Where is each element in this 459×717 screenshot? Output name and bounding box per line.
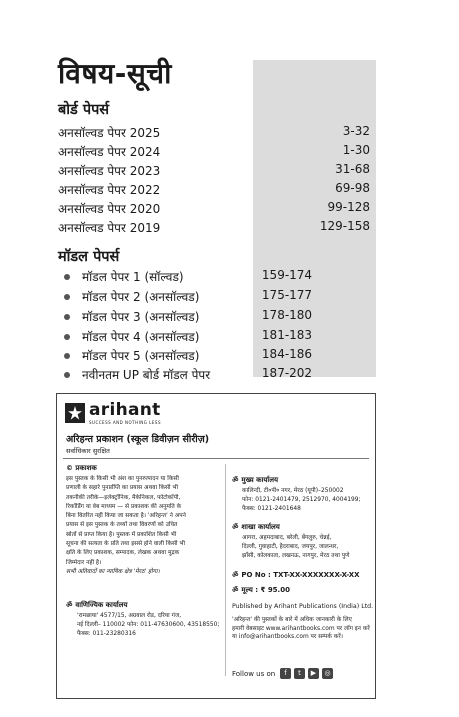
toc-entry-pages: 1-30 (342, 143, 370, 157)
toc-entry[interactable] (58, 328, 370, 346)
commercial-office-title: वाणिज्यिक कार्यालय (75, 601, 128, 609)
toc-entry[interactable] (58, 347, 370, 365)
toc-entry[interactable] (58, 200, 370, 218)
divider (63, 458, 369, 459)
address-line: फैक्स: 011-23280316 (77, 631, 136, 637)
bullet-icon (64, 372, 70, 378)
branch-offices-heading (232, 523, 280, 532)
toc-entry[interactable] (58, 308, 370, 326)
toc-entry-pages: 129-158 (319, 219, 370, 233)
address-line: दिल्ली, गुवाहाटी, हैदराबाद, जयपुर, जालन्धर, (242, 544, 339, 550)
toc-entry-label: मॉडल पेपर 1 (सॉल्वड) (82, 270, 184, 284)
toc-entry-pages: 181-183 (261, 328, 313, 342)
toc-entry-pages: 187-202 (261, 366, 313, 380)
info-line: या info@arihantbooks.com पर सम्पर्क करें। (232, 634, 343, 640)
follow-label: Follow us on (232, 670, 276, 678)
imprint-box (56, 393, 376, 699)
bullet-icon (64, 353, 70, 359)
youtube-icon[interactable]: ▶ (308, 668, 319, 679)
publisher-name: अरिहन्त प्रकाशन (स्कूल डिवीज़न सीरीज़) (66, 434, 210, 445)
toc-entry[interactable] (58, 143, 370, 161)
commercial-office-heading (66, 601, 128, 610)
notice-line: इस पुस्तक के किसी भी अंश का पुनरुत्पादन या किसी (66, 476, 179, 482)
head-office-heading (232, 476, 278, 485)
toc-entry[interactable] (58, 366, 370, 384)
toc-entry-label: मॉडल पेपर 2 (अनसॉल्वड) (82, 290, 200, 304)
bullet-icon (64, 294, 70, 300)
toc-entry-pages: 184-186 (261, 347, 313, 361)
toc-entry[interactable] (58, 268, 370, 286)
notice-line: प्रयास से इस पुस्तक के तथ्यों तथा विवरणों को उचित (66, 522, 178, 529)
toc-entry-pages: 69-98 (335, 181, 370, 195)
info-text (232, 616, 370, 642)
om-symbol-icon: ॐ (232, 476, 239, 484)
toc-entry[interactable] (58, 162, 370, 180)
section-heading-model-papers: मॉडल पेपर्स (58, 249, 120, 265)
address-line: फोन: 0121-2401479, 2512970, 4004199; (242, 497, 361, 503)
om-symbol-icon: ॐ (232, 571, 239, 579)
instagram-icon[interactable]: ◎ (322, 668, 333, 679)
notice-line: क्षति के लिए प्रकाशक, सम्पादक, लेखक अथवा मुद्रक (66, 550, 180, 557)
address-line: आगरा, अहमदाबाद, बरेली, बेंगलुरु, चेन्नई, (242, 535, 332, 541)
notice-line: जिम्मेदार नहीं है। (66, 559, 102, 566)
notice-line: रिकॉर्डिंग या वेब माध्यम — से प्रकाशक की अनुमति के (66, 503, 182, 510)
branch-offices-title: शाखा कार्यालय (241, 523, 280, 531)
rights-text: सर्वाधिकार सुरक्षित (66, 447, 110, 455)
notice-line: प्रणाली के सहारे पुनर्प्राप्ति का प्रयास अथवा किसी भी (66, 485, 179, 492)
bullet-icon (64, 314, 70, 320)
arihant-logo-icon (65, 403, 85, 423)
info-line: हमारी वेबसाइट www.arihantbooks.com पर लॉग इन करें (232, 625, 370, 632)
om-symbol-icon: ॐ (232, 586, 239, 594)
page-title: विषय-सूची (58, 57, 172, 90)
toc-entry-pages: 99-128 (327, 200, 370, 214)
toc-entry-label: अनसॉल्वड पेपर 2023 (58, 164, 161, 178)
toc-entry-label: अनसॉल्वड पेपर 2020 (58, 202, 161, 216)
published-by: Published by Arihant Publications (India) Ltd. (232, 603, 374, 610)
toc-entry-pages: 178-180 (261, 308, 313, 322)
toc-entry-pages: 159-174 (261, 268, 313, 282)
po-number (232, 571, 360, 580)
publisher-heading: © प्रकाशक (66, 464, 97, 472)
jurisdiction-note: सभी अतिवादों का न्यायिक क्षेत्र 'मेरठ' होगा। (66, 569, 160, 575)
address-line: 'रामछाया' 4577/15, अग्रवाल रोड, दरिया गंज, (77, 613, 182, 619)
notice-line: सूचना की सत्यता के प्रति तथा इससे होने वाली किसी भी (66, 541, 186, 548)
address-line: फैक्स: 0121-2401648 (242, 506, 301, 512)
toc-entry-label: नवीनतम UP बोर्ड मॉडल पेपर (82, 368, 211, 382)
section-heading-board-papers: बोर्ड पेपर्स (58, 102, 110, 118)
toc-entry[interactable] (58, 181, 370, 199)
bullet-icon (64, 334, 70, 340)
price-text: मूल्य : ₹ 95.00 (241, 586, 290, 594)
copyright-notice (66, 475, 219, 568)
price (232, 586, 290, 595)
twitter-icon[interactable]: t (294, 668, 305, 679)
toc-entry[interactable] (58, 288, 370, 306)
toc-entry-pages: 31-68 (335, 162, 370, 176)
brand-tagline: SUCCESS AND NOTHING LESS (89, 420, 161, 425)
address-line: नई दिल्ली– 110002 फोन: 011-47630600, 43518550; (77, 622, 220, 628)
om-symbol-icon: ॐ (66, 601, 73, 609)
toc-entry-label: मॉडल पेपर 5 (अनसॉल्वड) (82, 349, 200, 363)
toc-entry-label: मॉडल पेपर 3 (अनसॉल्वड) (82, 310, 200, 324)
toc-entry-pages: 175-177 (261, 288, 313, 302)
toc-entry[interactable] (58, 124, 370, 142)
notice-line: बिना वितरित नहीं किया जा सकता है। 'अरिहन्त' ने अपने (66, 513, 186, 520)
commercial-office-address (77, 612, 219, 639)
info-line: 'अरिहन्त' की पुस्तकों के बारे में अधिक जानकारी के लिए (232, 617, 352, 623)
notice-line: स्रोतों से प्राप्त किया है। पुस्तक में प्रकाशित किसी भी (66, 531, 177, 538)
toc-entry-label: अनसॉल्वड पेपर 2019 (58, 221, 161, 235)
bullet-icon (64, 274, 70, 280)
om-symbol-icon: ॐ (232, 523, 239, 531)
address-line: झाँसी, कोलकाता, लखनऊ, नागपुर, मेरठ तथा पुणे (242, 553, 350, 559)
toc-entry-pages: 3-32 (342, 124, 370, 138)
po-number-text: PO No : TXT-XX-XXXXXXX-X-XX (241, 571, 360, 579)
facebook-icon[interactable]: f (280, 668, 291, 679)
address-line: कालिन्दी, टी०पी० नगर, मेरठ (यूपी)–250002 (242, 488, 344, 494)
branch-offices-list (242, 534, 349, 561)
brand-name: arihant (89, 400, 161, 420)
toc-entry-label: अनसॉल्वड पेपर 2022 (58, 183, 161, 197)
toc-entry-label: अनसॉल्वड पेपर 2025 (58, 126, 161, 140)
head-office-title: मुख्य कार्यालय (241, 476, 279, 484)
head-office-address (242, 487, 361, 514)
toc-entry-label: अनसॉल्वड पेपर 2024 (58, 145, 161, 159)
column-divider (225, 464, 226, 676)
notice-line: तकनीकी तरीके—इलेक्ट्रॉनिक, मैकेनिकल, फोटोकॉपी, (66, 494, 181, 501)
toc-entry-label: मॉडल पेपर 4 (अनसॉल्वड) (82, 330, 200, 344)
toc-entry[interactable] (58, 219, 370, 237)
